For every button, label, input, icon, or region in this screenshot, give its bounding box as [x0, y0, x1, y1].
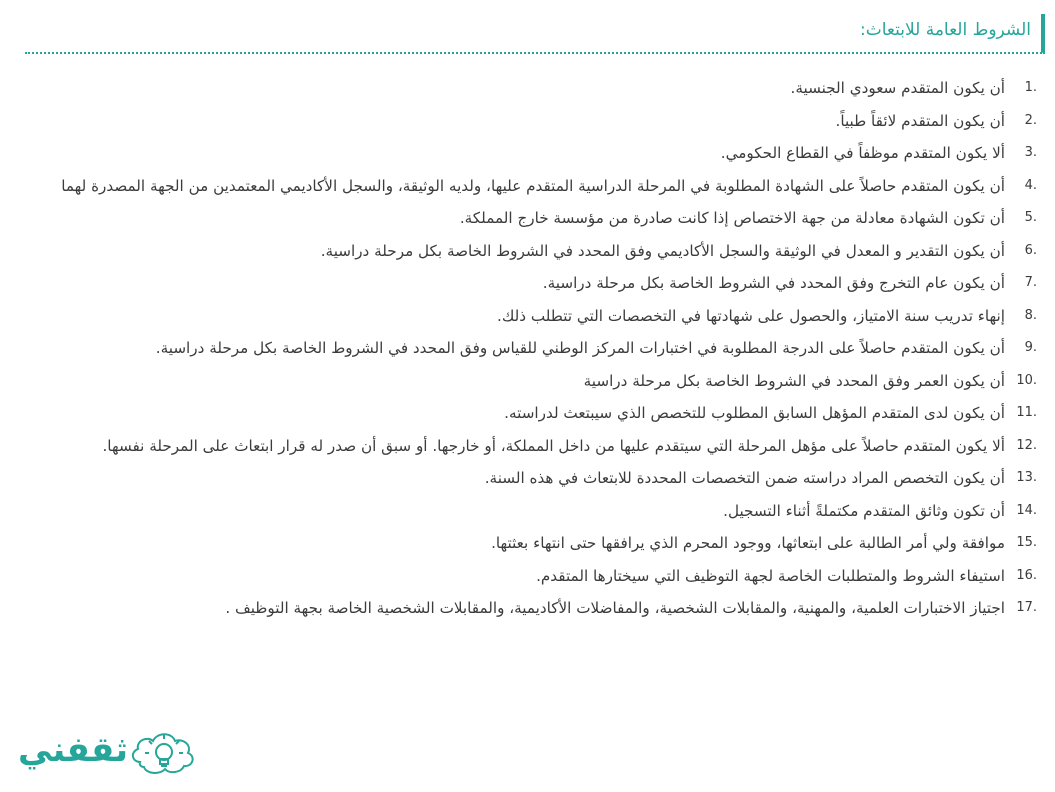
condition-item: [20, 462, 1037, 495]
condition-item: [20, 430, 1037, 463]
condition-text: أن يكون العمر وفق المحدد في الشروط الخاصة بكل مرحلة دراسية: [583, 371, 1005, 390]
condition-item: [20, 235, 1037, 268]
condition-number: 15.: [1016, 535, 1037, 550]
condition-item: [20, 332, 1037, 365]
condition-number: 3.: [1024, 145, 1037, 160]
condition-number: 16.: [1016, 567, 1037, 583]
condition-number: 10.: [1016, 372, 1037, 388]
condition-text: استيفاء الشروط والمتطلبات الخاصة لجهة التوظيف التي سيختارها المتقدم.: [536, 566, 1005, 585]
condition-number: 4.: [1024, 177, 1037, 193]
condition-text: أن يكون المتقدم لائقاً طبياً.: [835, 111, 1005, 130]
condition-number: 9.: [1024, 340, 1037, 355]
condition-text: أن تكون وثائق المتقدم مكتملةً أثناء التسجيل.: [723, 501, 1005, 520]
condition-text: موافقة ولي أمر الطالبة على ابتعاثها، ووجود المحرم الذي يرافقها حتى انتهاء بعثتها.: [491, 534, 1005, 552]
condition-item: [20, 202, 1037, 235]
condition-item: [20, 560, 1037, 593]
condition-text: أن يكون لدى المتقدم المؤهل السابق المطلوب للتخصص الذي سيبتعث لدراسته.: [504, 404, 1005, 422]
conditions-list: [20, 72, 1037, 625]
site-logo[interactable]: [12, 722, 212, 784]
condition-text: ألا يكون المتقدم موظفاً في القطاع الحكومي.: [720, 144, 1005, 162]
condition-item: [20, 365, 1037, 398]
condition-number: 7.: [1024, 275, 1037, 290]
condition-item: [20, 495, 1037, 528]
condition-item: [20, 72, 1037, 105]
condition-number: 8.: [1024, 307, 1037, 323]
condition-text: أن تكون الشهادة معادلة من جهة الاختصاص إذا كانت صادرة من مؤسسة خارج المملكة.: [459, 209, 1005, 227]
lightbulb-icon: [12, 722, 212, 784]
condition-number: 2.: [1024, 112, 1037, 128]
condition-number: 17.: [1016, 600, 1037, 615]
condition-number: 6.: [1024, 242, 1037, 258]
condition-text: أن يكون عام التخرج وفق المحدد في الشروط الخاصة بكل مرحلة دراسية.: [542, 274, 1005, 292]
condition-text: اجتياز الاختبارات العلمية، والمهنية، والمقابلات الشخصية، والمفاضلات الأكاديمية، والمقابلات الشخصية الخاصة بجهة التوظيف .: [225, 599, 1005, 617]
condition-text: أن يكون التقدير و المعدل في الوثيقة والسجل الأكاديمي وفق المحدد في الشروط الخاصة بكل مرحلة دراسية.: [320, 241, 1005, 260]
condition-text: أن يكون التخصص المراد دراسته ضمن التخصصات المحددة للابتعاث في هذه السنة.: [484, 469, 1005, 487]
site-logo-text: ثقفني: [18, 730, 128, 770]
condition-number: 14.: [1016, 502, 1037, 518]
condition-item: [20, 592, 1037, 625]
condition-number: 1.: [1024, 80, 1037, 95]
condition-item: [20, 527, 1037, 560]
section-heading: [25, 14, 1045, 54]
condition-text: إنهاء تدريب سنة الامتياز، والحصول على شهادتها في التخصصات التي تتطلب ذلك.: [497, 306, 1005, 325]
condition-number: 5.: [1024, 210, 1037, 225]
condition-text: أن يكون المتقدم حاصلاً على الشهادة المطلوبة في المرحلة الدراسية المتقدم عليها، ولديه الوثيقة، والسجل الأكاديمي المعتمدين من الجهة المصدرة لهما: [61, 176, 1005, 195]
condition-number: 13.: [1016, 470, 1037, 485]
condition-item: [20, 170, 1037, 203]
condition-text: أن يكون المتقدم حاصلاً على الدرجة المطلوبة في اختبارات المركز الوطني للقياس وفق المحدد في الشروط الخاصة بكل مرحلة دراسية.: [155, 339, 1005, 357]
condition-item: [20, 137, 1037, 170]
condition-item: [20, 300, 1037, 333]
condition-text: ألا يكون المتقدم حاصلاً على مؤهل المرحلة التي سيتقدم عليها من داخل المملكة، أو خارجها. أو سبق أن صدر له قرار ابتعاث على المرحلة نفسها.: [102, 436, 1005, 455]
condition-text: أن يكون المتقدم سعودي الجنسية.: [790, 79, 1005, 97]
condition-item: [20, 105, 1037, 138]
section-heading-text: الشروط العامة للابتعاث:: [860, 20, 1031, 40]
condition-item: [20, 397, 1037, 430]
condition-item: [20, 267, 1037, 300]
condition-number: 11.: [1016, 405, 1037, 420]
condition-number: 12.: [1016, 437, 1037, 453]
